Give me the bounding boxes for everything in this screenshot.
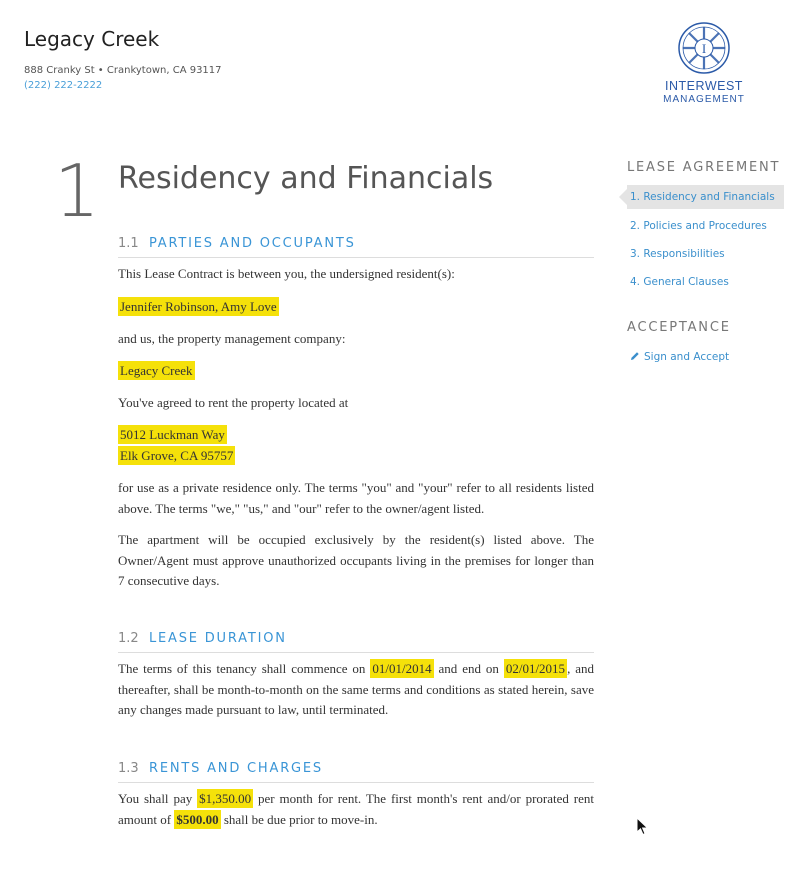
section-heading bbox=[118, 236, 594, 258]
sidebar-item-policies[interactable]: 2. Policies and Procedures bbox=[630, 220, 767, 232]
start-date-value: 01/01/2014 bbox=[372, 661, 432, 676]
section-title: PARTIES AND OCCUPANTS bbox=[149, 236, 356, 251]
rent-text-c: shall be due prior to move-in. bbox=[223, 811, 378, 827]
pencil-icon bbox=[630, 351, 640, 361]
company-field bbox=[118, 361, 594, 382]
occupancy-paragraph: The apartment will be occupied exclusively by the resident(s) listed above. The Owner/Agent must approve unauthorized occupants living in the premises for longer than 7 consecutive days. bbox=[118, 532, 594, 588]
property-address-line2 bbox=[118, 446, 594, 467]
company-intro: and us, the property management company: bbox=[118, 331, 346, 346]
logo-subtitle: MANAGEMENT bbox=[663, 93, 745, 105]
section-parties bbox=[118, 236, 594, 588]
company-logo bbox=[656, 22, 752, 105]
property-address: 888 Cranky St • Crankytown, CA 93117 bbox=[24, 65, 222, 76]
rent-paragraph bbox=[118, 789, 594, 830]
lease-agreement-heading: LEASE AGREEMENT bbox=[627, 160, 781, 175]
address-line1-value: 5012 Luckman Way bbox=[120, 427, 225, 442]
logo-letter: I bbox=[701, 41, 707, 56]
terms-paragraph: for use as a private residence only. The terms "you" and "your" refer to all residents listed above. The terms "we," "us," and "our" refer to the owner/agent listed. bbox=[118, 480, 594, 516]
residents-field bbox=[118, 297, 594, 318]
section-heading bbox=[118, 631, 594, 653]
rent-text-a: You shall pay bbox=[118, 791, 193, 806]
mouse-cursor-icon bbox=[636, 817, 650, 837]
section-rents bbox=[118, 761, 594, 827]
property-address-line1 bbox=[118, 425, 594, 446]
duration-text-a: The terms of this tenancy shall commence on bbox=[118, 661, 366, 676]
rent-value: $1,350.00 bbox=[199, 791, 252, 806]
duration-text-b: and end on bbox=[438, 661, 499, 676]
section-number: 1.1 bbox=[118, 236, 139, 251]
rent-text-b: per month for rent. The first month's rent and/or prorated rent amount of bbox=[118, 791, 594, 827]
section-number: 1.2 bbox=[118, 631, 139, 646]
end-date-value: 02/01/2015 bbox=[505, 661, 566, 676]
logo-emblem-icon bbox=[677, 22, 731, 74]
property-name: Legacy Creek bbox=[24, 27, 160, 51]
property-intro: You've agreed to rent the property located at bbox=[118, 395, 349, 410]
section-title: RENTS AND CHARGES bbox=[149, 761, 323, 776]
sidebar-item-general-clauses[interactable]: 4. General Clauses bbox=[630, 276, 729, 288]
residents-value: Jennifer Robinson, Amy Love bbox=[120, 299, 277, 314]
section-heading bbox=[118, 761, 594, 783]
address-line2-value: Elk Grove, CA 95757 bbox=[120, 448, 234, 463]
logo-name: INTERWEST bbox=[665, 79, 743, 93]
first-amount-value: $500.00 bbox=[176, 811, 219, 827]
acceptance-heading: ACCEPTANCE bbox=[627, 320, 731, 335]
lease-intro: This Lease Contract is between you, the undersigned resident(s): bbox=[118, 266, 455, 281]
duration-text-c: , and thereafter, shall be month-to-month on the same terms and conditions as stated herein, save any changes made pursuant to law, until terminated. bbox=[118, 661, 595, 717]
sidebar-item-responsibilities[interactable]: 3. Responsibilities bbox=[630, 248, 725, 260]
section-number: 1.3 bbox=[118, 761, 139, 776]
sign-and-accept-label: Sign and Accept bbox=[644, 351, 730, 363]
section-lease-duration bbox=[118, 631, 595, 717]
phone-link[interactable]: (222) 222-2222 bbox=[24, 80, 103, 91]
chapter-title: Residency and Financials bbox=[118, 161, 494, 196]
sign-and-accept-link[interactable] bbox=[627, 345, 784, 369]
chapter-number: 1 bbox=[54, 149, 98, 233]
duration-paragraph bbox=[118, 659, 594, 721]
section-title: LEASE DURATION bbox=[149, 631, 287, 646]
company-value: Legacy Creek bbox=[120, 363, 193, 378]
sidebar-item-residency[interactable]: 1. Residency and Financials bbox=[627, 185, 784, 209]
